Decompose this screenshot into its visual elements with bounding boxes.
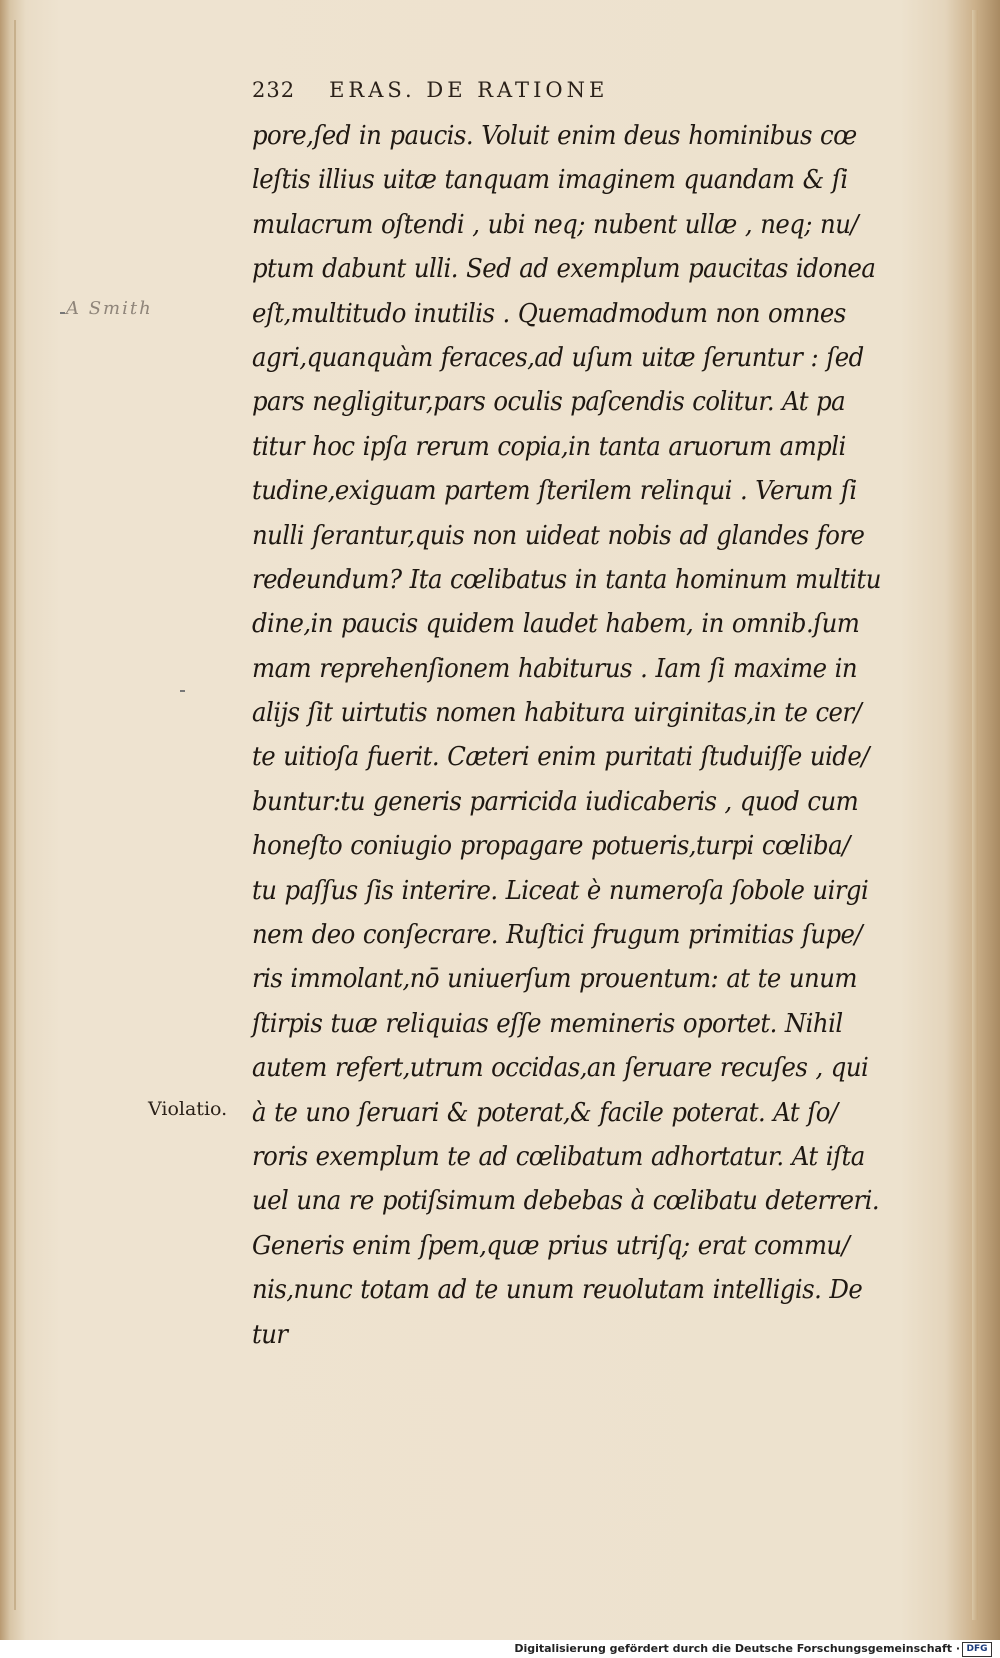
text-line: buntur:tu generis parricida iudicaberis , quod cum (252, 785, 859, 817)
text-line: nem deo conſecrare. Ruſtici frugum primitias ſupe/ (252, 919, 863, 951)
text-line: roris exemplum te ad cœlibatum adhortatur. At iſta (252, 1140, 865, 1172)
text-line: te uitioſa fuerit. Cæteri enim puritati ſtuduiſſe uide/ (252, 741, 869, 773)
text-line: titur hoc ipſa rerum copia,in tanta aruorum ampli (252, 430, 846, 462)
text-line: eſt,multitudo inutilis . Quemadmodum non omnes (252, 297, 846, 329)
text-line: dine,in paucis quidem laudet habem, in omnib.ſum (252, 608, 860, 640)
handwritten-note: A Smith (66, 298, 153, 319)
text-line: honeſto coniugio propagare potueris,turpi cœliba/ (252, 830, 850, 862)
margin-note: Violatio. (148, 1098, 228, 1120)
page-edge-right (972, 10, 978, 1620)
text-line: alijs ſit uirtutis nomen habitura uirginitas,in te cer/ (252, 697, 862, 729)
text-line: mam reprehenſionem habiturus . Iam ſi maxime in (252, 652, 857, 684)
text-line: tudine,exiguam partem ſterilem relinqui . Verum ſi (252, 475, 857, 507)
text-line: redeundum? Ita cœlibatus in tanta hominum multitu (252, 563, 881, 595)
running-header (252, 78, 812, 102)
text-line: agri,quanquàm feraces,ad uſum uitæ ſeruntur : ſed (252, 341, 864, 373)
text-line: autem refert,utrum occidas,an ſeruare recuſes , qui (252, 1052, 869, 1084)
running-title: ERAS. DE RATIONE (329, 78, 609, 102)
text-line: tur (252, 1318, 288, 1350)
text-line: pore,ſed in paucis. Voluit enim deus hominibus cœ (252, 120, 857, 151)
text-line: mulacrum oſtendi , ubi neq; nubent ullæ , neq; nu/ (252, 208, 859, 240)
footer-credit: Digitalisierung gefördert durch die Deutsche Forschungsgemeinschaft · (514, 1642, 960, 1655)
text-line: à te uno ſeruari & poterat,& facile poterat. At ſo/ (252, 1096, 838, 1128)
dfg-logo: DFG (962, 1642, 992, 1657)
page-edge-left (14, 20, 16, 1610)
body-text (252, 114, 881, 1357)
pencil-mark (60, 312, 65, 314)
page-number: 232 (252, 78, 296, 102)
pencil-mark (180, 690, 185, 692)
text-line: Generis enim ſpem,quæ prius utriſq; erat commu/ (252, 1229, 850, 1261)
text-line: ptum dabunt ulli. Sed ad exemplum paucitas idonea (252, 253, 876, 285)
text-line: ris immolant,nō uniuerſum prouentum: at te unum (252, 963, 857, 995)
text-line: tu paſſus ſis interire. Liceat è numeroſa ſobole uirgi (252, 874, 869, 906)
text-line: leſtis illius uitæ tanquam imaginem quandam & ſi (252, 164, 848, 196)
text-line: pars negligitur,pars oculis paſcendis colitur. At pa (252, 386, 846, 418)
text-line: ſtirpis tuæ reliquias eſſe memineris oportet. Nihil (252, 1007, 843, 1039)
text-line: uel una re potiſsimum debebas à cœlibatu deterreri. (252, 1185, 880, 1217)
text-line: nis,nunc totam ad te unum reuolutam intelligis. De (252, 1274, 863, 1306)
text-line: nulli ſerantur,quis non uideat nobis ad glandes fore (252, 519, 865, 551)
